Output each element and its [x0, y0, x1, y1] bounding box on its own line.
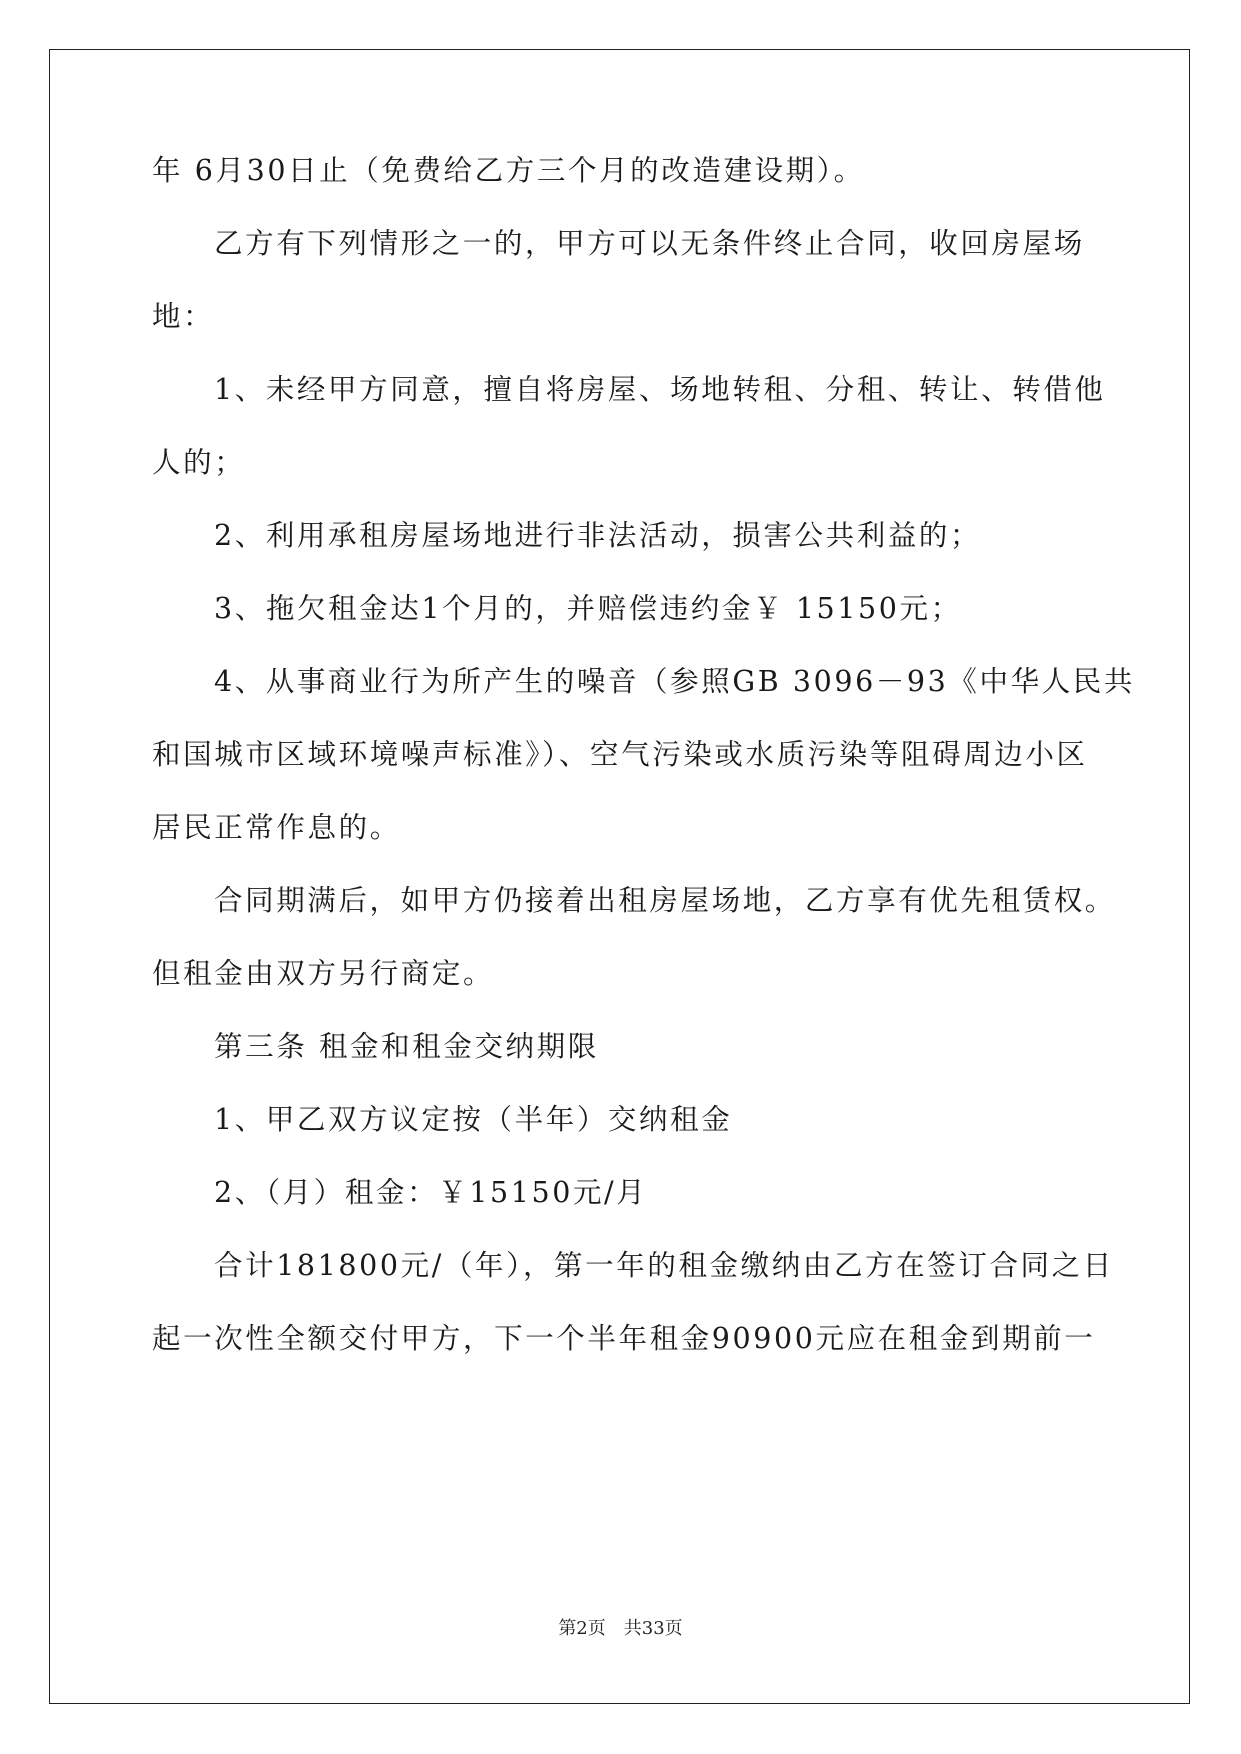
text-line: 年 6月30日止（免费给乙方三个月的改造建设期）。: [152, 154, 865, 187]
section-heading: 第三条 租金和租金交纳期限: [214, 1030, 599, 1063]
text-line: 地：: [152, 300, 215, 333]
text-line: 2、利用承租房屋场地进行非法活动，损害公共利益的；: [214, 519, 982, 552]
text-line: 乙方有下列情形之一的，甲方可以无条件终止合同，收回房屋场: [214, 227, 1085, 260]
page-total: 共33页: [623, 1618, 683, 1639]
text-line: 居民正常作息的。: [152, 811, 401, 844]
text-line: 合同期满后，如甲方仍接着出租房屋场地，乙方享有优先租赁权。: [214, 884, 1116, 917]
text-line: 4、从事商业行为所产生的噪音（参照GB 3096－93《中华人民共: [214, 665, 1135, 698]
text-line: 但租金由双方另行商定。: [152, 957, 495, 990]
text-line: 合计181800元/（年），第一年的租金缴纳由乙方在签订合同之日: [214, 1249, 1114, 1282]
text-line: 2、（月）租金：￥15150元/月: [214, 1176, 648, 1209]
page-border: [49, 49, 1190, 1704]
page-footer: [0, 1617, 1241, 1641]
text-line: 3、拖欠租金达1个月的，并赔偿违约金￥ 15150元；: [214, 592, 962, 625]
text-line: 1、未经甲方同意，擅自将房屋、场地转租、分租、转让、转借他: [214, 373, 1106, 406]
page-number: 第2页: [558, 1618, 606, 1639]
text-line: 人的；: [152, 446, 246, 479]
text-line: 1、甲乙双方议定按（半年）交纳租金: [214, 1103, 733, 1136]
text-line: 和国城市区域环境噪声标准》）、空气污染或水质污染等阻碍周边小区: [152, 738, 1088, 771]
text-line: 起一次性全额交付甲方，下一个半年租金90900元应在租金到期前一: [152, 1322, 1096, 1355]
